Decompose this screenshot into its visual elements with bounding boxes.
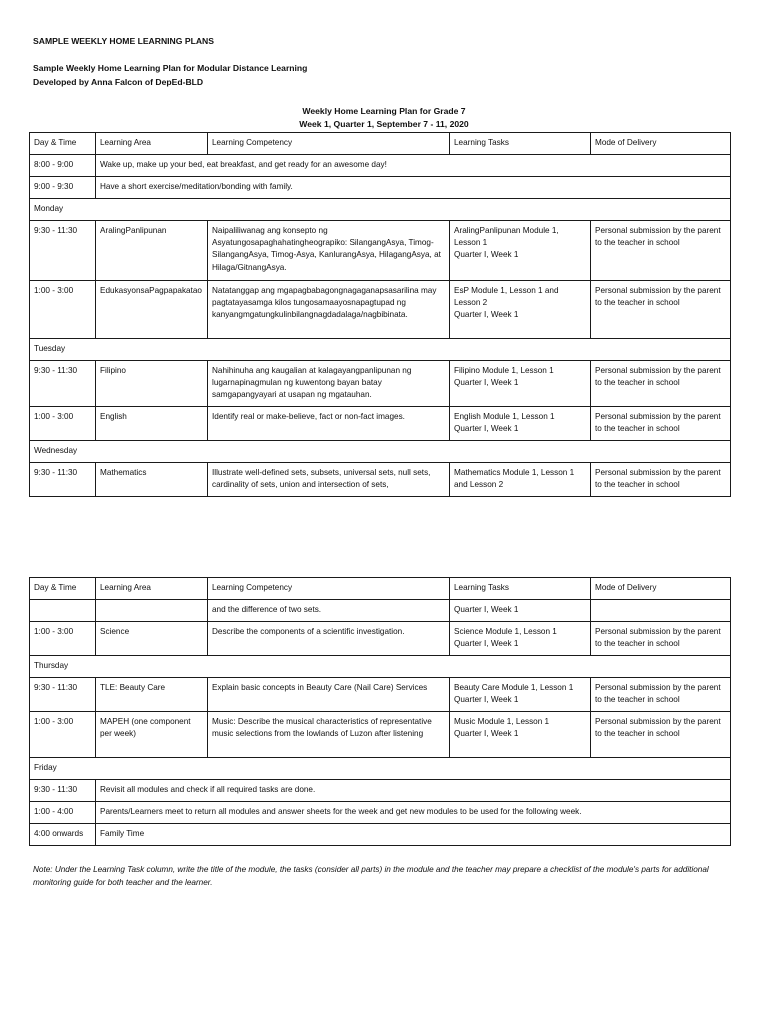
table-header-row bbox=[30, 133, 731, 155]
day-label: Wednesday bbox=[30, 441, 731, 463]
row-time bbox=[30, 600, 96, 622]
row-competency: Illustrate well-defined sets, subsets, universal sets, null sets, cardinality of sets, union and intersection of sets, bbox=[208, 463, 450, 497]
document-heading: SAMPLE WEEKLY HOME LEARNING PLANS bbox=[33, 36, 214, 46]
table-row bbox=[30, 177, 731, 199]
row-activity: Wake up, make up your bed, eat breakfast, and get ready for an awesome day! bbox=[96, 155, 731, 177]
col-header-day-time: Day & Time bbox=[30, 578, 96, 600]
row-time: 9:30 - 11:30 bbox=[30, 780, 96, 802]
row-time: 1:00 - 3:00 bbox=[30, 281, 96, 339]
row-time: 9:30 - 11:30 bbox=[30, 361, 96, 407]
row-learning-area: Science bbox=[96, 622, 208, 656]
day-label: Monday bbox=[30, 199, 731, 221]
row-learning-area: English bbox=[96, 407, 208, 441]
col-header-learning-competency: Learning Competency bbox=[208, 578, 450, 600]
table-row bbox=[30, 600, 731, 622]
row-time: 1:00 - 4:00 bbox=[30, 802, 96, 824]
row-learning-area: Mathematics bbox=[96, 463, 208, 497]
row-competency: Describe the components of a scientific investigation. bbox=[208, 622, 450, 656]
table-row bbox=[30, 780, 731, 802]
row-delivery: Personal submission by the parent to the teacher in school bbox=[591, 281, 731, 339]
day-label: Friday bbox=[30, 758, 731, 780]
row-competency: Nahihinuha ang kaugalian at kalagayangpanlipunan ng lugarnapinagmulan ng kuwentong bayan batay​samgapangyayari at usapan ng mgatauhan. bbox=[208, 361, 450, 407]
document-developer: Developed by Anna Falcon of DepEd-BLD bbox=[33, 77, 204, 87]
row-tasks: Mathematics Module 1, Lesson 1 and Lesson 2 bbox=[450, 463, 591, 497]
row-time: 1:00 - 3:00 bbox=[30, 712, 96, 758]
row-time: 4:00 onwards bbox=[30, 824, 96, 846]
table-row bbox=[30, 622, 731, 656]
row-competency: Music: Describe the musical characteristics of representative music selections from the lowlands of Luzon after listening bbox=[208, 712, 450, 758]
row-tasks: AralingPanlipunan Module 1, Lesson 1 Quarter I, Week 1 bbox=[450, 221, 591, 281]
row-competency: Explain basic concepts in Beauty Care (Nail Care) Services bbox=[208, 678, 450, 712]
row-time: 9:30 - 11:30 bbox=[30, 463, 96, 497]
col-header-learning-area: Learning Area bbox=[96, 578, 208, 600]
table-row bbox=[30, 824, 731, 846]
table-row bbox=[30, 802, 731, 824]
day-row-friday bbox=[30, 758, 731, 780]
row-learning-area: Filipino bbox=[96, 361, 208, 407]
col-header-learning-area: Learning Area bbox=[96, 133, 208, 155]
table-row bbox=[30, 221, 731, 281]
table-row bbox=[30, 361, 731, 407]
table-row bbox=[30, 155, 731, 177]
day-row-wednesday bbox=[30, 441, 731, 463]
learning-plan-table-2 bbox=[29, 577, 731, 846]
day-row-tuesday bbox=[30, 339, 731, 361]
table-row bbox=[30, 463, 731, 497]
table-row bbox=[30, 407, 731, 441]
row-delivery bbox=[591, 600, 731, 622]
row-delivery: Personal submission by the parent to the teacher in school bbox=[591, 221, 731, 281]
row-tasks: Science Module 1, Lesson 1 Quarter I, Week 1 bbox=[450, 622, 591, 656]
row-learning-area: TLE: Beauty Care bbox=[96, 678, 208, 712]
row-time: 9:30 - 11:30 bbox=[30, 678, 96, 712]
row-delivery: Personal submission by the parent to the teacher in school bbox=[591, 407, 731, 441]
col-header-learning-tasks: Learning Tasks bbox=[450, 133, 591, 155]
row-time: 9:30 - 11:30 bbox=[30, 221, 96, 281]
table-row bbox=[30, 712, 731, 758]
col-header-mode-of-delivery: Mode of Delivery bbox=[591, 133, 731, 155]
row-competency: Naipaliliwanag ang konsepto ng Asyatungosapaghahatingheograpiko: SilangangAsya, Timog-SilangangAsya, Timog-Asya, KanlurangAsya, HilagangAsya, at Hilaga/GitnangAsya. bbox=[208, 221, 450, 281]
row-delivery: Personal submission by the parent to the teacher in school bbox=[591, 361, 731, 407]
row-time: 1:00 - 3:00 bbox=[30, 407, 96, 441]
row-learning-area: AralingPanlipunan bbox=[96, 221, 208, 281]
row-competency: Natatanggap ang mgapagbabagongnagaganapsasarilina may pagtatayasamga kilos tungosamaayosnapagtupad ng kanyangmgatungkulinbilangnagdadalaga/nagbibinata. bbox=[208, 281, 450, 339]
row-competency: and the difference of two sets. bbox=[208, 600, 450, 622]
row-activity: Parents/Learners meet to return all modules and answer sheets for the week and get new modules to be used for the following week. bbox=[96, 802, 731, 824]
document-subtitle: Sample Weekly Home Learning Plan for Modular Distance Learning bbox=[33, 63, 308, 73]
row-time: 8:00 - 9:00 bbox=[30, 155, 96, 177]
row-delivery: Personal submission by the parent to the teacher in school bbox=[591, 712, 731, 758]
plan-week: Week 1, Quarter 1, September 7 - 11, 2020 bbox=[299, 119, 469, 129]
col-header-mode-of-delivery: Mode of Delivery bbox=[591, 578, 731, 600]
row-time: 1:00 - 3:00 bbox=[30, 622, 96, 656]
row-delivery: Personal submission by the parent to the teacher in school bbox=[591, 622, 731, 656]
row-learning-area bbox=[96, 600, 208, 622]
col-header-learning-tasks: Learning Tasks bbox=[450, 578, 591, 600]
row-learning-area: EdukasyonsaPagpapakatao bbox=[96, 281, 208, 339]
row-delivery: Personal submission by the parent to the teacher in school bbox=[591, 463, 731, 497]
row-tasks: EsP Module 1, Lesson 1 and Lesson 2 Quarter I, Week 1 bbox=[450, 281, 591, 339]
table-row bbox=[30, 678, 731, 712]
table-header-row bbox=[30, 578, 731, 600]
row-tasks: Beauty Care Module 1, Lesson 1 Quarter I, Week 1 bbox=[450, 678, 591, 712]
row-learning-area: MAPEH (one component per week) bbox=[96, 712, 208, 758]
table-row bbox=[30, 281, 731, 339]
day-row-thursday bbox=[30, 656, 731, 678]
row-delivery: Personal submission by the parent to the teacher in school bbox=[591, 678, 731, 712]
day-label: Tuesday bbox=[30, 339, 731, 361]
row-activity: Family Time bbox=[96, 824, 731, 846]
row-tasks: Music Module 1, Lesson 1 Quarter I, Week 1 bbox=[450, 712, 591, 758]
row-activity: Have a short exercise/meditation/bonding with family. bbox=[96, 177, 731, 199]
learning-plan-table-1 bbox=[29, 132, 731, 497]
plan-title: Weekly Home Learning Plan for Grade 7 bbox=[302, 106, 466, 116]
row-competency: Identify real or make-believe, fact or non-fact images. bbox=[208, 407, 450, 441]
row-tasks: Quarter I, Week 1 bbox=[450, 600, 591, 622]
row-time: 9:00 - 9:30 bbox=[30, 177, 96, 199]
col-header-learning-competency: Learning Competency bbox=[208, 133, 450, 155]
footnote: Note: Under the Learning Task column, write the title of the module, the tasks (consider all parts) in the module and the teacher may prepare a checklist of the module's parts for additional monitoring guide for both teacher and the learner. bbox=[33, 865, 709, 887]
row-tasks: Filipino Module 1, Lesson 1 Quarter I, Week 1 bbox=[450, 361, 591, 407]
row-tasks: English Module 1, Lesson 1 Quarter I, Week 1 bbox=[450, 407, 591, 441]
col-header-day-time: Day & Time bbox=[30, 133, 96, 155]
day-row-monday bbox=[30, 199, 731, 221]
row-activity: Revisit all modules and check if all required tasks are done. bbox=[96, 780, 731, 802]
day-label: Thursday bbox=[30, 656, 731, 678]
